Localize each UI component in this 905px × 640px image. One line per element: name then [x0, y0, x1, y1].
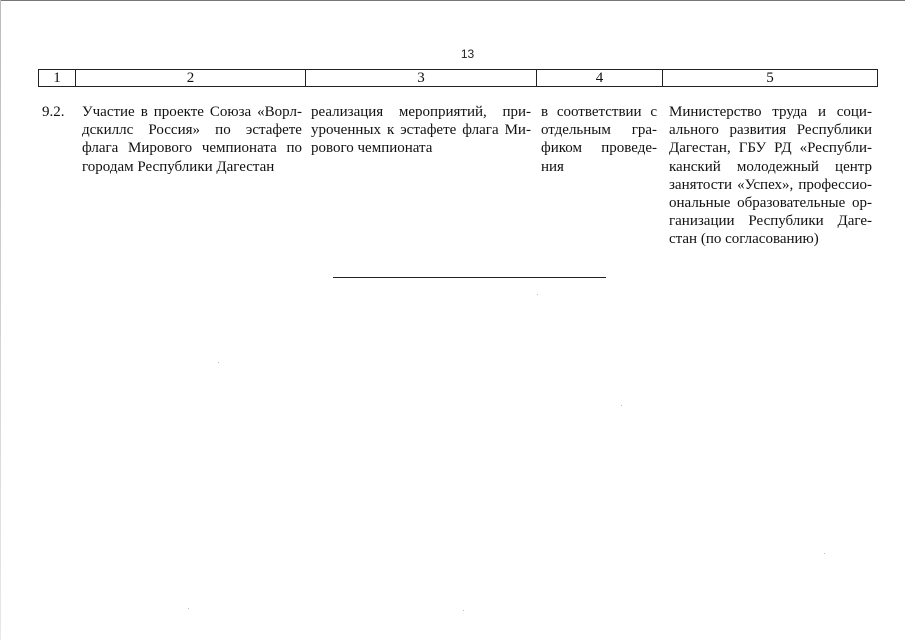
scan-top-edge: [0, 0, 905, 1]
header-cell-3: 3: [306, 70, 537, 86]
event-name-line: Участие в проекте Союза «Ворл-: [82, 104, 302, 120]
activity-line: рового чемпионата: [311, 140, 433, 157]
scan-left-edge: [0, 0, 1, 640]
activity-line: реализация мероприятий, при-: [311, 104, 531, 120]
schedule-cell: [541, 103, 657, 176]
responsible-line: Министерство труда и соци-: [669, 104, 872, 120]
responsible-line: ального развития Республики: [669, 122, 872, 139]
event-name-cell: [82, 103, 302, 176]
responsible-line: ональные образовательные ор-: [669, 195, 872, 212]
header-cell-1: 1: [38, 70, 76, 86]
table-header-row: [38, 69, 878, 87]
event-name-line: дскиллс Россия» по эстафете: [82, 122, 302, 139]
header-cell-5: 5: [663, 70, 878, 86]
event-name-line: флага Мирового чемпионата по: [82, 140, 302, 157]
scan-speck: [463, 610, 464, 611]
responsible-line: ганизации Республики Даге-: [669, 213, 872, 230]
responsible-cell: [669, 103, 872, 249]
activity-cell: [311, 103, 531, 158]
scan-speck: [218, 362, 219, 363]
scan-speck: [824, 553, 825, 554]
responsible-line: занятости «Успех», профессио-: [669, 176, 872, 193]
scan-speck: [537, 294, 538, 295]
header-cell-2: 2: [76, 70, 306, 86]
schedule-line: в соответствии с: [541, 104, 657, 120]
header-cell-4: 4: [537, 70, 663, 86]
schedule-line: отдельным гра-: [541, 122, 657, 139]
scan-speck: [188, 608, 189, 609]
responsible-line: стан (по согласованию): [669, 231, 819, 248]
scan-speck: [621, 405, 622, 406]
event-name-line: городам Республики Дагестан: [82, 158, 275, 175]
schedule-line: ния: [541, 158, 564, 175]
responsible-line: Дагестан, ГБУ РД «Республи-: [669, 140, 872, 157]
end-of-table-rule: [333, 277, 606, 278]
row-number: 9.2.: [42, 104, 65, 120]
schedule-line: фиком проведе-: [541, 140, 657, 157]
page-number: 13: [460, 47, 475, 61]
responsible-line: канский молодежный центр: [669, 158, 872, 175]
activity-line: уроченных к эстафете флага Ми-: [311, 122, 531, 139]
